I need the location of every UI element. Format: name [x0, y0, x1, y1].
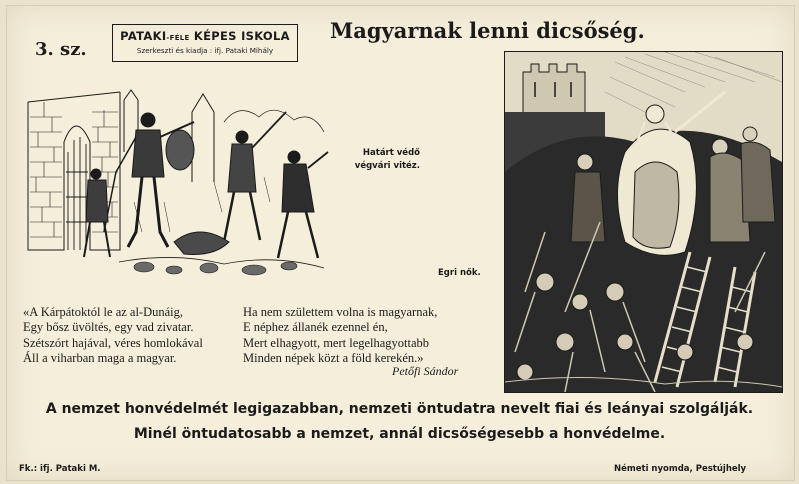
- poem-author: Petőfi Sándor: [392, 364, 459, 378]
- footer-publisher: Fk.: ifj. Pataki M.: [19, 464, 101, 474]
- school-name: PATAKI-FÉLE KÉPES ISKOLA: [120, 29, 290, 43]
- slogan-line-2: Minél öntudatosabb a nemzet, annál dicsőségesebb a honvédelme.: [133, 426, 666, 442]
- poem-right-stanza: Ha nem születtem volna is magyarnak, E néphez állanék ezennel én, Mert elhagyott, mert legelhagyottabb Minden népek közt a föld kerekén.»: [243, 305, 438, 366]
- eger-women-drawing: [505, 52, 782, 392]
- caption-defender: Határt védő végvári vitéz.: [354, 148, 420, 171]
- poem-left-stanza: «A Kárpátoktól le az al-Dunáig, Egy bősz üvöltés, egy vad zivatar. Szétszórt hajával, véres homlokával Áll a viharban maga a magyar.: [23, 305, 203, 366]
- page-title: Magyarnak lenni dicsőség.: [330, 18, 645, 43]
- card-number: 3. sz.: [35, 39, 87, 60]
- caption-eger-women: Egri nők.: [438, 268, 481, 278]
- castle-defender-illustration: [24, 82, 336, 278]
- school-box: [112, 24, 298, 62]
- school-editor: Szerkeszti és kiadja : ifj. Pataki Mihály: [136, 46, 274, 55]
- eger-women-illustration: [504, 51, 783, 393]
- slogan-line-1: A nemzet honvédelmét legigazabban, nemzeti öntudatra nevelt fiai és leányai szolgálják.: [45, 401, 754, 417]
- footer-printer: Németi nyomda, Pestújhely: [614, 464, 747, 474]
